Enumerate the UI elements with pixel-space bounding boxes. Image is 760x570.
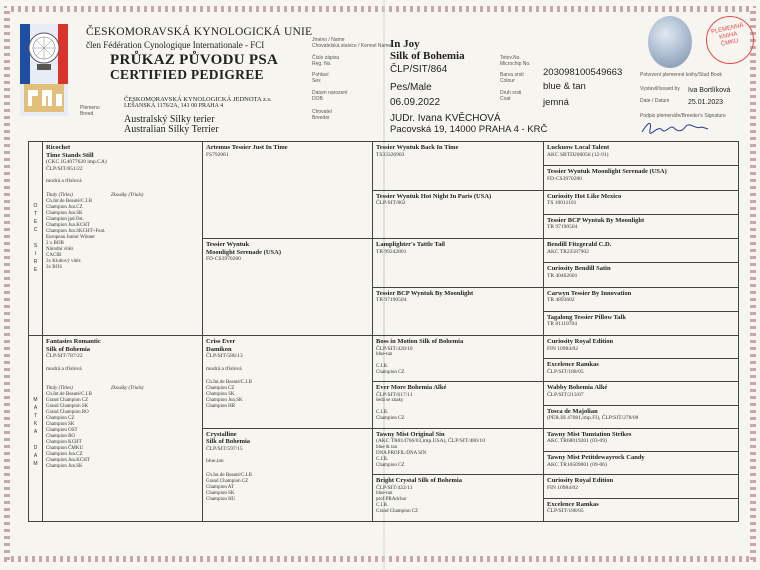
dam-gf-3: Tawny Mist Original Sin (AKC TR814766/03,imp.USA), ČLP/SIT/480/10 blue & tan DNA PROFIL/DNA SIN C.I.B. Champion CZ <box>373 428 544 474</box>
coat-label: Druh srsti Coat <box>500 90 522 102</box>
sire-gf-3: Lamplighter's Tattle Tail TR 99242801 <box>373 239 544 288</box>
pedigree-table <box>28 141 739 522</box>
dob-label: Datum narození DOB <box>312 90 348 102</box>
dam-ggf-3: Wabby Bohemia Alké ČLP/SIT/213/07 <box>544 382 739 405</box>
name-label: Jméno / Name Chovatelská stanice / Kennel Name <box>312 37 392 49</box>
colour-label: Barva srsti Colour <box>500 72 524 84</box>
dam-ggf-2: Excelence Ramkas ČLP/SIT/188/05 <box>544 359 739 382</box>
decorative-border-right <box>750 8 756 560</box>
handwritten-signature <box>640 118 710 138</box>
hologram-seal <box>648 16 692 68</box>
dam-gf-2: Ever More Bohemia Alké ČLP/SIT/617/11 šedá se znaky C.I.B. Champion CZ <box>373 382 544 428</box>
sire-ggf-2: Tessier Wyntuk Moonlight Serenade (USA) FD-CS3970280 <box>544 166 739 190</box>
breed-cz: Australský Silky terier <box>124 114 215 125</box>
dam-titles: Ch.Int.de Beauté/C.I.B Grand Champion CZ Grand Champion SK Grand Champion RO Champion CZ Champion SK Champion OST Champion RO Champion KCHT Champion ČMKU Champion Jun.CZ Champion Jun.KCHT Champion Jun.SK <box>46 392 92 469</box>
sire-gf-2: Tessier Wyntuk Hot Night In Paris (USA) ČLP/SIT/862 <box>373 190 544 239</box>
dam-ggf-6: Tawny Mist Petitdewayrock Candy AKC TR16509001 (09-06) <box>544 452 739 475</box>
sire-ggf-6: Curiosity Bendill Satin TR 40462601 <box>544 263 739 287</box>
sire-gf-1: Tessier Wyntuk Back In Time TS33326903 <box>373 142 544 191</box>
tattoo-label: Tetov.No. Microchip No. <box>500 55 531 67</box>
dam-ggf-8: Excelence Ramkas ČLP/SIT/188/05 <box>544 498 739 521</box>
reg-label: Číslo zápisu Reg. No. <box>312 55 340 67</box>
dam-ggf-7: Curiosity Royal Edition FIN 10984/02 <box>544 475 739 498</box>
issue-date: 25.01.2023 <box>688 99 724 106</box>
title-en: CERTIFIED PEDIGREE <box>110 67 264 82</box>
breed-label: Plemeno Breed <box>80 105 100 117</box>
title-cz: PRŮKAZ PŮVODU PSA <box>110 52 279 68</box>
sire-reg: (CKC JG4077620 imp.CA) ČLP/SIT/851/22 <box>46 159 107 172</box>
tattoo-value: 203098100549663 <box>543 67 623 78</box>
sire-name: Ricochet Time Stands Still <box>46 144 94 159</box>
dam-gf-4: Bright Crystal Silk of Bohemia ČLP/SIT/422/11 blue-tan prof.PRAdcbar C.I.B. Grand Champion CZ <box>373 475 544 522</box>
dob-value: 06.09.2022 <box>390 97 441 108</box>
stamp-text: PLEMENNÁ KNIHA ČMKU <box>710 22 745 48</box>
sex-value: Pes/Male <box>390 82 432 93</box>
decorative-border-top <box>4 6 756 12</box>
dam-ggf-4: Tosca de Majolian (PER.III 47081,imp.FI), ČLP/SIT/278/08 <box>544 405 739 428</box>
sire-gf-4: Tessier BCP Wyntuk By Moonlight TR 97190504 <box>373 287 544 336</box>
dam-mother-cell: Crystalline Silk of Bohemia ČLP/SIT/597/15 blue,tan Ch.Int.de Beauté/C.I.B Grand Champion CZ Champion AT Champion SK Champion HU <box>203 428 373 521</box>
stud-book-label: Potvrzení plemenné knihy/Stud Book <box>640 72 722 78</box>
sire-cell <box>43 142 203 336</box>
decorative-border-left <box>4 8 10 560</box>
sire-colour: modrá a tříslová <box>46 178 82 184</box>
sire-ggf-7: Carwyn Tessier By Innovation TR 4893602 <box>544 287 739 311</box>
reg-number: ČLP/SIT/864 <box>390 64 448 75</box>
fci-member-text: člen Fédération Cynologique Internationale - FCI <box>86 40 265 50</box>
kennel-club-name: ČESKOMORAVSKÁ KYNOLOGICKÁ JEDNOTA z.s. <box>124 96 272 103</box>
decorative-border-bottom <box>4 556 756 562</box>
sire-ggf-4: Tessier BCP Wyntuk By Moonlight TR 97190504 <box>544 214 739 238</box>
signature-label: Podpis plemenáře/Breeder's Signature <box>640 113 726 119</box>
dam-colour: modrá a tříslová <box>46 365 82 372</box>
sire-side-label: O T E C S I R E <box>29 142 43 336</box>
dam-side-label: M A T K A D A M <box>29 336 43 522</box>
sire-titles-label: Tituly (Titles) Zkoušky (Trials) <box>46 192 144 198</box>
sire-ggf-1: Luckuow Local Talent AKC SBTD206056 (12-91) <box>544 142 739 166</box>
sire-ggf-5: Bendill Fitzgerald C.D. AKC TR23587902 <box>544 239 739 263</box>
sire-father-cell: Artemus Tessier Just In Time FS792061 <box>203 142 373 239</box>
kennel-club-address: LEŠANSKÁ 1176/2A, 141 00 PRAHA 4 <box>124 103 224 109</box>
sex-label: Pohlaví Sex <box>312 72 329 84</box>
colour-value: blue & tan <box>543 81 586 92</box>
coat-value: jemná <box>543 97 569 108</box>
dam-ggf-1: Curiosity Royal Edition FIN 10984/02 <box>544 336 739 359</box>
dam-ggf-5: Tawny Mist Tumtation Strikes AKC TR68019201 (03-09) <box>544 428 739 451</box>
breed-en: Australian Silky Terrier <box>124 124 219 135</box>
dam-father-cell: Criss Ever Damikon ČLP/SIT/586/13 modrá a tříslová Ch.Int.de Beauté/C.I.B Champion CZ Champion SK Champion Jun.SK Champion HR <box>203 336 373 429</box>
dam-cell <box>43 336 203 522</box>
org-name: ČESKOMORAVSKÁ KYNOLOGICKÁ UNIE <box>86 26 313 38</box>
breeder-label: Chovatel Breeder <box>312 109 332 121</box>
issued-by-label: Vystavil/Issued by <box>640 86 680 92</box>
breeder-address: Pacovská 19, 14000 PRAHA 4 - KRČ <box>390 124 548 135</box>
issuer-name: Iva Bortlíková <box>688 87 731 94</box>
sire-mother-cell: Tessier Wyntuk Moonlight Serenade (USA) FD-CS3970280 <box>203 239 373 336</box>
dog-name-2: Silk of Bohemia <box>390 50 465 62</box>
sire-ggf-3: Curiosity Hot Like Mexico TS 10011101 <box>544 190 739 214</box>
dam-name: Fantasies Romantic Silk of Bohemia <box>46 338 101 353</box>
date-label: Date / Datum <box>640 98 670 104</box>
fci-cmku-logo <box>20 24 68 116</box>
breeder-name: JUDr. Ivana KVĚCHOVÁ <box>390 113 501 124</box>
dog-name-1: In Joy <box>390 38 420 50</box>
sire-titles: Ch.Int.de Beauté/C.I.B Champion Jun.CZ Champion Jun.SK Champion jpd.Ost. Champion Jun.KCHT Champion Jun.SKCHT+Feat. European Junior Winner 2 x BOB Národní vítěz CACIB 3x Klubový vítěz 3x BOS <box>46 198 106 270</box>
dam-titles-label: Tituly (Titles) Zkoušky (Trials) <box>46 386 144 391</box>
dam-gf-1: Boss in Motion Silk of Bohemia ČLP/SIT/420/10 blue-tan C.I.B. Champion CZ <box>373 336 544 382</box>
dam-reg: ČLP/SIT/787/22 <box>46 353 83 359</box>
sire-ggf-8: Tagalong Tessier Pillow Talk TR 81110704 <box>544 311 739 335</box>
